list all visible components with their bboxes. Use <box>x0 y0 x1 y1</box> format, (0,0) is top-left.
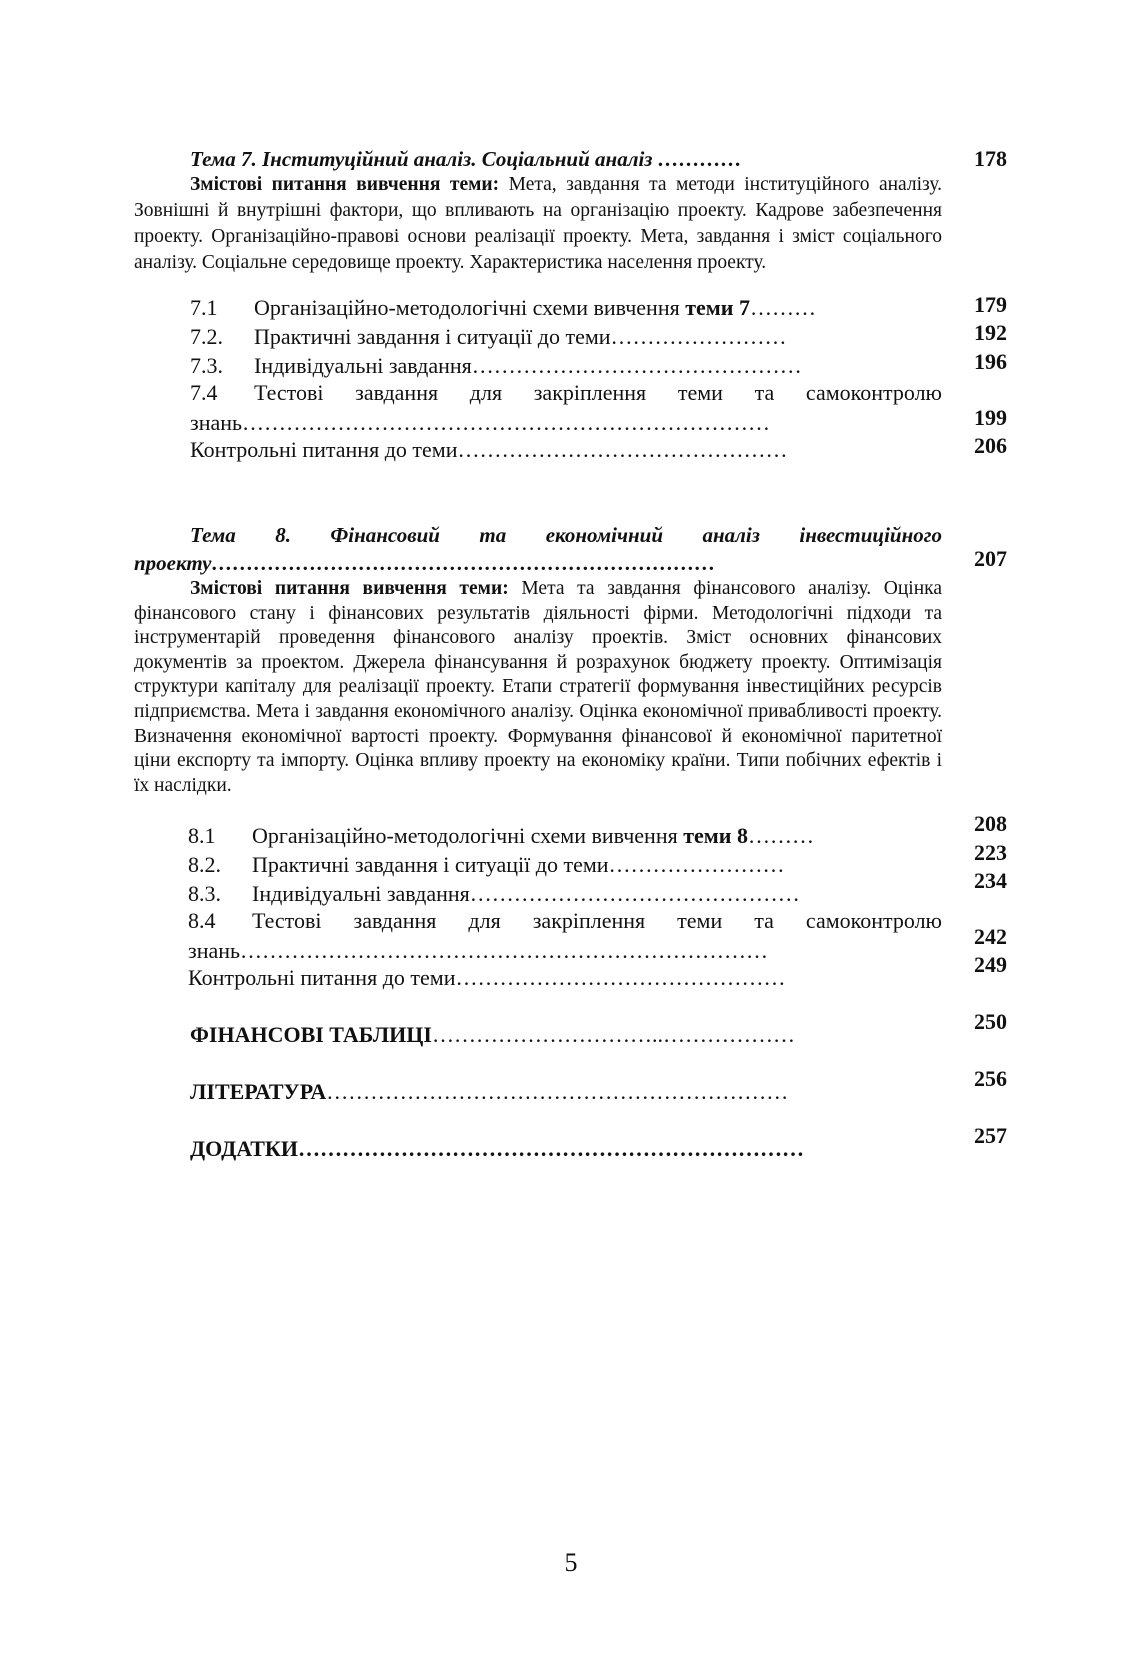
toc-item-8-4: 8.4 Тестові завдання для закріплення теми та самоконтролю знань……………………………………………………………… <box>188 908 942 963</box>
toc-item-7-5-page: 206 <box>974 433 1007 458</box>
toc-item-8-3: 8.3. Індивідуальні завдання……………………………………… <box>188 881 800 906</box>
topic-7-page: 178 <box>974 146 1007 171</box>
toc-item-8-5-page: 249 <box>974 952 1007 977</box>
topic-8-description <box>134 577 942 798</box>
toc-item-7-3-page: 196 <box>974 349 1007 374</box>
topic-7-title: Тема 7. Інституційний аналіз. Соціальний аналіз ………… <box>190 147 742 171</box>
toc-financial-tables-page: 250 <box>974 1009 1007 1034</box>
toc-literature-page: 256 <box>974 1066 1007 1091</box>
toc-financial-tables: ФІНАНСОВІ ТАБЛИЦІ…………………………..……………… <box>190 1022 795 1047</box>
topic-8-page: 207 <box>974 546 1007 571</box>
toc-item-7-4-page: 199 <box>974 405 1007 430</box>
toc-item-8-3-page: 234 <box>974 868 1007 893</box>
topic-7-desc-text: Мета, завдання та методи інституційного аналізу. Зовнішні й внутрішні фактори, що впливають на організацію проекту. Кадрове забезпечення проекту. Організаційно-правові основи реалізації проекту. Мета, завдання і зміст соціального аналізу. Соціальне середовище проекту. Характеристика населення проекту. <box>134 174 942 273</box>
topic-8-desc-text: Мета та завдання фінансового аналізу. Оцінка фінансового стану і фінансових результатів діяльності фірми. Методологічні підходи та інструментарій проведення фінансового аналізу проектів. Зміст основних фінансових документів за проектом. Джерела фінансування й розрахунок бюджету проекту. Оптимізація структури капіталу для реалізації проекту. Етапи стратегії формування інвестиційних ресурсів підприємства. Мета і завдання економічного аналізу. Оцінка економічної привабливості проекту. Визначення економічної вартості проекту. Формування фінансової й економічної паритетної ціни експорту та імпорту. Оцінка впливу проекту на економіку країни. Типи побічних ефектів і їх наслідки. <box>134 578 942 796</box>
toc-item-8-4-page: 242 <box>974 924 1007 949</box>
topic-7-desc-label: Змістові питання вивчення теми: <box>190 174 500 195</box>
topic-8-desc-label: Змістові питання вивчення теми: <box>190 578 509 599</box>
toc-literature: ЛІТЕРАТУРА……………………………………………………… <box>190 1079 789 1104</box>
toc-appendices: ДОДАТКИ…………………………………………………………… <box>190 1136 804 1161</box>
toc-item-8-5: Контрольні питання до теми……………………………………… <box>188 965 786 990</box>
toc-appendices-page: 257 <box>974 1123 1007 1148</box>
toc-item-7-1-page: 179 <box>974 292 1007 317</box>
toc-item-7-1: 7.1 Організаційно-методологічні схеми вивчення теми 7……… <box>190 295 816 320</box>
toc-item-7-3: 7.3. Індивідуальні завдання……………………………………… <box>190 353 802 378</box>
topic-7-description <box>134 172 942 276</box>
toc-item-8-1-page: 208 <box>974 811 1007 836</box>
toc-item-8-2: 8.2. Практичні завдання і ситуації до теми…………………… <box>188 852 785 877</box>
toc-item-7-2: 7.2. Практичні завдання і ситуації до теми…………………… <box>190 324 787 349</box>
topic-8-title: Тема 8. Фінансовий та економічний аналіз інвестиційного проекту……………………………………………………………… <box>134 523 942 575</box>
toc-item-8-2-page: 223 <box>974 840 1007 865</box>
toc-item-7-4: 7.4 Тестові завдання для закріплення теми та самоконтролю знань……………………………………………………………… <box>190 380 942 435</box>
toc-item-7-5: Контрольні питання до теми……………………………………… <box>190 437 788 462</box>
toc-item-7-2-page: 192 <box>974 320 1007 345</box>
toc-item-8-1: 8.1 Організаційно-методологічні схеми вивчення теми 8……… <box>188 823 814 848</box>
page-number: 5 <box>564 1548 578 1577</box>
